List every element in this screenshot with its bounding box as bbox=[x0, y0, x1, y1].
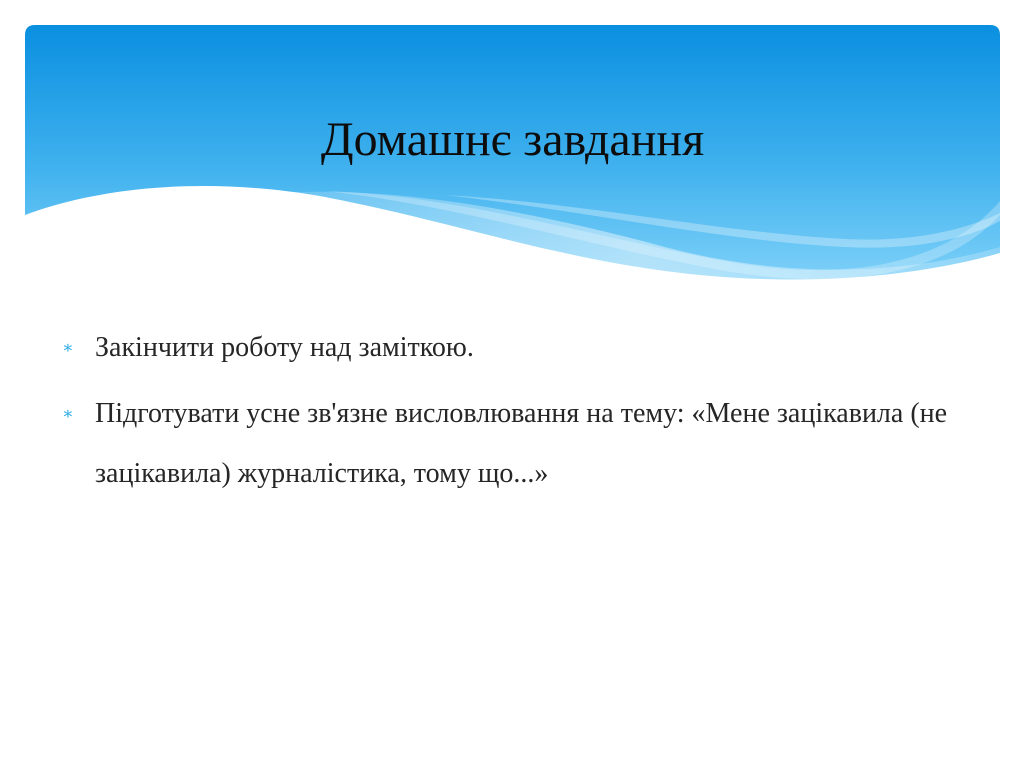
list-item bbox=[62, 384, 962, 504]
asterisk-bullet-icon: ∗ bbox=[62, 338, 74, 357]
bullet-text: Закінчити роботу над заміткою. bbox=[95, 332, 474, 363]
asterisk-bullet-icon: ∗ bbox=[62, 404, 74, 423]
bullet-text: Підготувати усне зв'язне висловлювання на тему: «Мене зацікавила (не зацікавила) журналістика, тому що...» bbox=[95, 398, 948, 489]
slide-title: Домашнє завдання bbox=[320, 113, 705, 166]
bullet-list bbox=[62, 318, 962, 510]
list-item bbox=[62, 318, 962, 378]
